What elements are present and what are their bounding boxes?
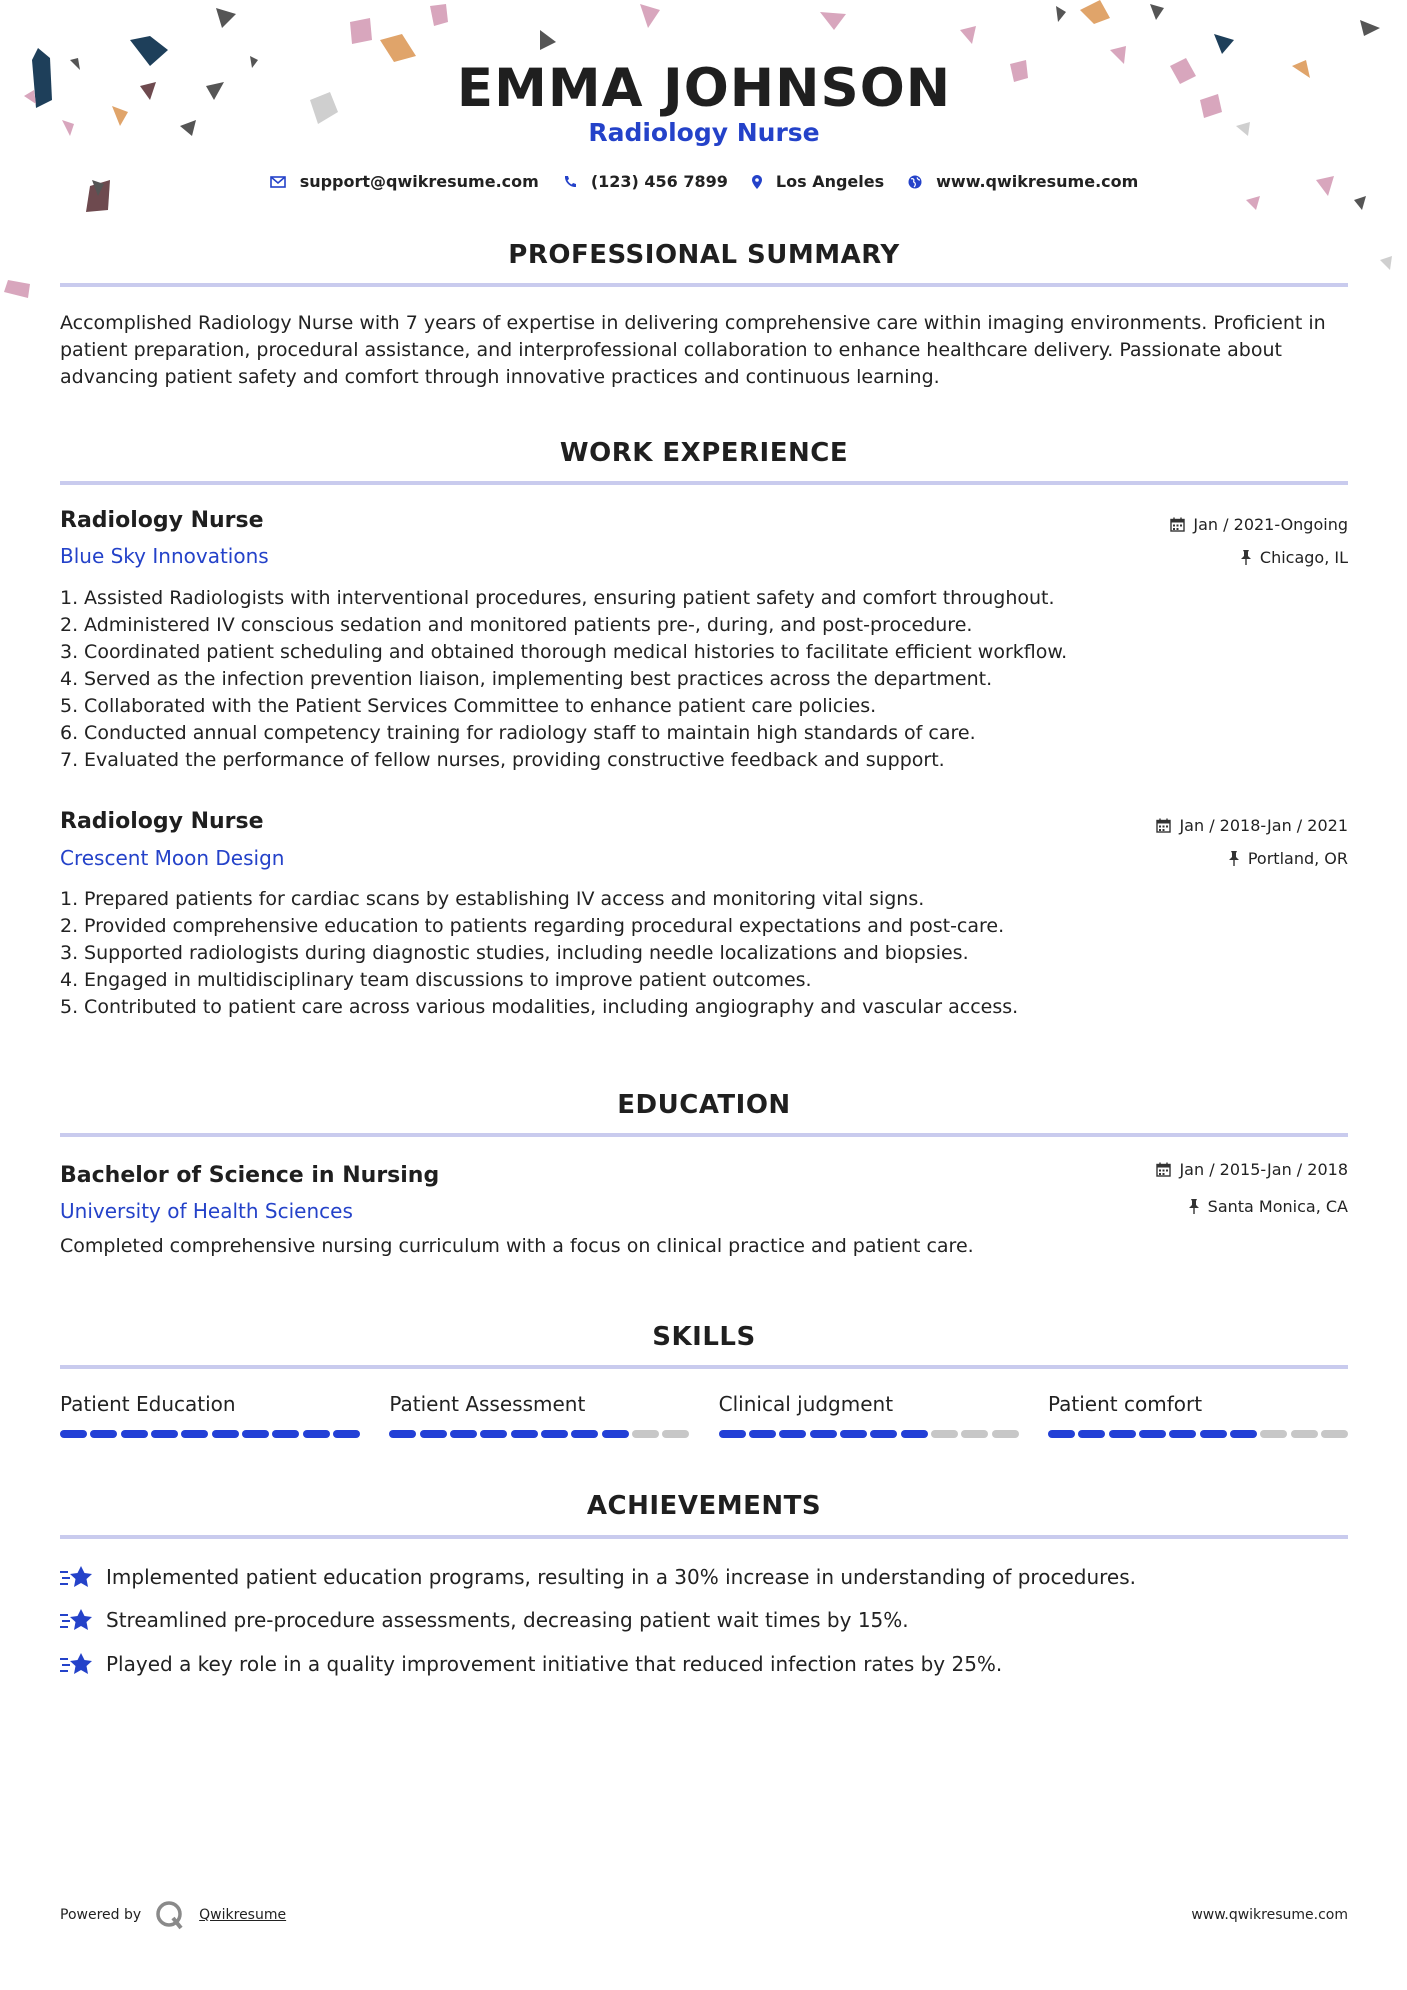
list-item: 2. Administered IV conscious sedation and monitored patients pre-, during, and post-procedure. — [60, 612, 1348, 639]
calendar-icon — [1156, 1162, 1171, 1177]
list-item: 2. Provided comprehensive education to patients regarding procedural expectations and post-care. — [60, 913, 1348, 940]
bullet-text: Coordinated patient scheduling and obtained thorough medical histories to facilitate efficient workflow. — [84, 641, 1068, 663]
skill-segment-filled — [1078, 1430, 1105, 1438]
list-item: 3. Coordinated patient scheduling and obtained thorough medical histories to facilitate efficient workflow. — [60, 639, 1348, 666]
skill-segment-filled — [1200, 1430, 1227, 1438]
skill-name: Clinical judgment — [718, 1392, 894, 1416]
skill-item — [60, 1392, 360, 1438]
footer-website[interactable]: www.qwikresume.com — [1191, 1907, 1348, 1923]
list-item: 5. Collaborated with the Patient Services Committee to enhance patient care policies. — [60, 693, 1348, 720]
skill-segment-filled — [901, 1430, 928, 1438]
achievement-item — [60, 1564, 1348, 1590]
job-title: Radiology Nurse — [60, 809, 264, 834]
skill-name: Patient Assessment — [389, 1392, 586, 1416]
skill-level-bar — [1048, 1430, 1348, 1438]
skill-segment-filled — [272, 1430, 299, 1438]
job-dates — [1170, 515, 1348, 534]
skill-segment-filled — [749, 1430, 776, 1438]
skill-segment-filled — [571, 1430, 598, 1438]
skill-segment-filled — [840, 1430, 867, 1438]
list-item: 3. Supported radiologists during diagnostic studies, including needle localizations and biopsies. — [60, 940, 1348, 967]
education-school: University of Health Sciences — [60, 1199, 353, 1223]
bullet-text: Administered IV conscious sedation and monitored patients pre-, during, and post-procedure. — [84, 614, 973, 636]
phone-icon — [563, 175, 577, 189]
education-heading: EDUCATION — [617, 1090, 791, 1120]
education-description: Completed comprehensive nursing curriculum with a focus on clinical practice and patient care. — [60, 1235, 974, 1257]
skill-segment-empty — [662, 1430, 689, 1438]
envelope-icon — [270, 176, 286, 188]
skill-segment-filled — [719, 1430, 746, 1438]
map-pin-icon — [752, 175, 762, 189]
contact-phone[interactable] — [563, 172, 728, 191]
skills-heading: SKILLS — [652, 1322, 756, 1352]
skill-segment-filled — [420, 1430, 447, 1438]
skill-segment-filled — [242, 1430, 269, 1438]
skill-level-bar — [60, 1430, 360, 1438]
job-location-text: Portland, OR — [1247, 849, 1348, 868]
candidate-role: Radiology Nurse — [588, 118, 820, 147]
skill-segment-filled — [1230, 1430, 1257, 1438]
job-dates — [1156, 816, 1348, 835]
list-item: 1. Prepared patients for cardiac scans by establishing IV access and monitoring vital signs. — [60, 886, 1348, 913]
skill-name: Patient Education — [60, 1392, 236, 1416]
achievement-text: Streamlined pre-procedure assessments, decreasing patient wait times by 15%. — [106, 1608, 909, 1632]
list-item: 1. Assisted Radiologists with interventional procedures, ensuring patient safety and comfort throughout. — [60, 585, 1348, 612]
summary-text: Accomplished Radiology Nurse with 7 years of expertise in delivering comprehensive care within imaging environments. Proficient in patient preparation, procedural assistance, and interprofessional collaboration to enhance healthcare delivery. Passionate about advancing patient safety and comfort through innovative practices and continuous learning. — [60, 312, 1326, 388]
skill-level-bar — [389, 1430, 689, 1438]
achievement-text: Played a key role in a quality improvement initiative that reduced infection rates by 25%. — [106, 1652, 1003, 1676]
job-company: Blue Sky Innovations — [60, 544, 269, 568]
section-divider — [60, 1365, 1348, 1369]
calendar-icon — [1156, 818, 1171, 833]
list-item: 7. Evaluated the performance of fellow nurses, providing constructive feedback and support. — [60, 747, 1348, 774]
experience-heading: WORK EXPERIENCE — [559, 438, 849, 468]
contact-email[interactable] — [270, 172, 539, 191]
list-item: 4. Served as the infection prevention liaison, implementing best practices across the department. — [60, 666, 1348, 693]
job-company: Crescent Moon Design — [60, 846, 285, 870]
star-icon — [60, 1651, 94, 1677]
skill-segment-empty — [992, 1430, 1019, 1438]
bullet-text: Prepared patients for cardiac scans by establishing IV access and monitoring vital signs. — [84, 888, 925, 910]
skill-segment-empty — [1260, 1430, 1287, 1438]
website-text: www.qwikresume.com — [936, 172, 1139, 191]
contact-website[interactable] — [908, 172, 1138, 191]
achievement-item — [60, 1607, 1348, 1633]
skill-segment-filled — [333, 1430, 360, 1438]
skill-segment-filled — [1139, 1430, 1166, 1438]
skill-segment-filled — [389, 1430, 416, 1438]
skill-item — [389, 1392, 689, 1438]
skill-level-bar — [719, 1430, 1019, 1438]
list-item: 4. Engaged in multidisciplinary team discussions to improve patient outcomes. — [60, 967, 1348, 994]
skill-name: Patient comfort — [1047, 1392, 1203, 1416]
skill-segment-filled — [779, 1430, 806, 1438]
powered-by-text: Powered by — [60, 1907, 142, 1923]
bullet-text: Engaged in multidisciplinary team discussions to improve patient outcomes. — [84, 969, 812, 991]
skill-segment-filled — [602, 1430, 629, 1438]
email-text: support@qwikresume.com — [299, 172, 539, 191]
bullet-text: Served as the infection prevention liaison, implementing best practices across the department. — [84, 668, 993, 690]
education-location — [1188, 1197, 1348, 1216]
skill-segment-filled — [181, 1430, 208, 1438]
education-degree: Bachelor of Science in Nursing — [60, 1163, 440, 1188]
skill-item — [1048, 1392, 1348, 1438]
skill-segment-filled — [541, 1430, 568, 1438]
skill-segment-filled — [212, 1430, 239, 1438]
skill-segment-filled — [870, 1430, 897, 1438]
education-location-text: Santa Monica, CA — [1207, 1197, 1348, 1216]
job-bullet-list — [60, 886, 1348, 1021]
skill-segment-filled — [1109, 1430, 1136, 1438]
star-icon — [60, 1607, 94, 1633]
calendar-icon — [1170, 517, 1185, 532]
achievement-item — [60, 1651, 1348, 1677]
skill-segment-filled — [303, 1430, 330, 1438]
skill-segment-filled — [1048, 1430, 1075, 1438]
skill-segment-filled — [511, 1430, 538, 1438]
location-text: Los Angeles — [775, 172, 885, 191]
section-divider — [60, 1133, 1348, 1137]
education-dates — [1156, 1160, 1348, 1179]
job-bullet-list — [60, 585, 1348, 774]
skill-segment-filled — [480, 1430, 507, 1438]
skill-item — [719, 1392, 1019, 1438]
pushpin-icon — [1188, 1199, 1200, 1214]
section-divider — [60, 481, 1348, 485]
job-title: Radiology Nurse — [60, 508, 264, 533]
job-location-text: Chicago, IL — [1259, 548, 1348, 567]
education-dates-text: Jan / 2015-Jan / 2018 — [1179, 1160, 1348, 1179]
bullet-text: Assisted Radiologists with interventional procedures, ensuring patient safety and comfort throughout. — [84, 587, 1055, 609]
contact-bar — [60, 172, 1348, 191]
section-divider — [60, 1535, 1348, 1539]
bullet-text: Contributed to patient care across various modalities, including angiography and vascular access. — [84, 996, 1019, 1018]
pushpin-icon — [1240, 550, 1252, 565]
skill-segment-filled — [450, 1430, 477, 1438]
achievement-text: Implemented patient education programs, resulting in a 30% increase in understanding of procedures. — [106, 1565, 1136, 1589]
skills-list — [60, 1392, 1348, 1438]
skill-segment-filled — [60, 1430, 87, 1438]
skill-segment-filled — [121, 1430, 148, 1438]
bullet-text: Collaborated with the Patient Services Committee to enhance patient care policies. — [84, 695, 877, 717]
achievements-heading: ACHIEVEMENTS — [586, 1491, 822, 1521]
bullet-text: Provided comprehensive education to patients regarding procedural expectations and post-care. — [84, 915, 1005, 937]
pushpin-icon — [1228, 851, 1240, 866]
bullet-text: Evaluated the performance of fellow nurses, providing constructive feedback and support. — [84, 749, 945, 771]
star-icon — [60, 1564, 94, 1590]
job-location — [1228, 849, 1348, 868]
skill-segment-empty — [961, 1430, 988, 1438]
skill-segment-filled — [1169, 1430, 1196, 1438]
job-dates-text: Jan / 2021-Ongoing — [1193, 515, 1348, 534]
contact-location — [752, 172, 884, 191]
footer-powered-by — [60, 1900, 286, 1930]
summary-heading: PROFESSIONAL SUMMARY — [508, 240, 900, 270]
skill-segment-filled — [810, 1430, 837, 1438]
list-item: 5. Contributed to patient care across various modalities, including angiography and vascular access. — [60, 994, 1348, 1021]
qwikresume-logo-icon — [155, 1900, 185, 1930]
skill-segment-empty — [1291, 1430, 1318, 1438]
skill-segment-empty — [931, 1430, 958, 1438]
phone-text: (123) 456 7899 — [590, 172, 728, 191]
bullet-text: Supported radiologists during diagnostic studies, including needle localizations and biopsies. — [84, 942, 969, 964]
globe-icon — [908, 175, 922, 189]
job-location — [1240, 548, 1348, 567]
skill-segment-empty — [632, 1430, 659, 1438]
skill-segment-empty — [1321, 1430, 1348, 1438]
list-item: 6. Conducted annual competency training for radiology staff to maintain high standards of care. — [60, 720, 1348, 747]
job-dates-text: Jan / 2018-Jan / 2021 — [1179, 816, 1348, 835]
candidate-name: EMMA JOHNSON — [456, 58, 952, 119]
skill-segment-filled — [90, 1430, 117, 1438]
skill-segment-filled — [151, 1430, 178, 1438]
brand-link[interactable]: Qwikresume — [199, 1907, 287, 1923]
bullet-text: Conducted annual competency training for radiology staff to maintain high standards of care. — [84, 722, 976, 744]
section-divider — [60, 283, 1348, 287]
